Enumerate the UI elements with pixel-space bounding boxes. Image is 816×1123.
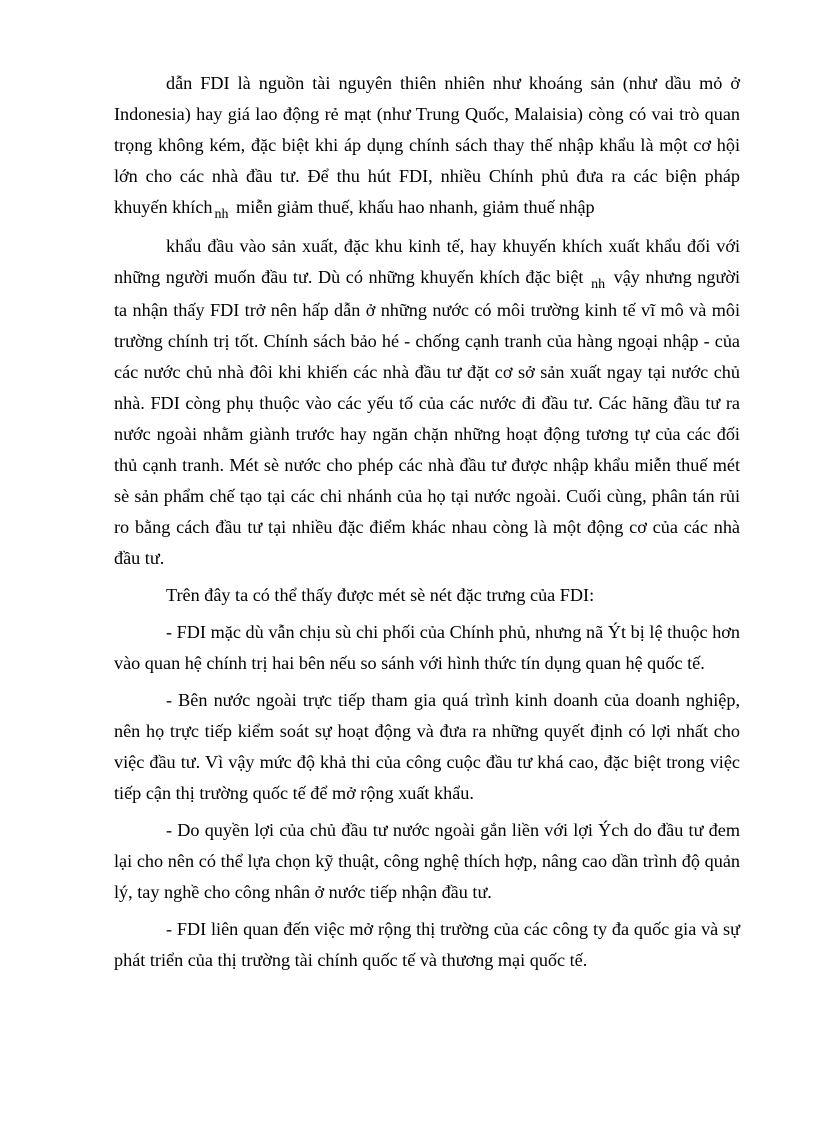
subscript-fragment: nh <box>591 277 606 292</box>
bullet-item-4 <box>114 914 740 976</box>
paragraph-text: khẩu đầu vào sản xuất, đặc khu kinh tế, hay khuyến khích xuất khẩu đối với những người muốn đầu tư. Dù có những khuyến khích đặc biệt <box>114 236 740 287</box>
bullet-text: - Do quyền lợi của chủ đầu tư nước ngoài gắn liền với lợi Ých do đầu tư đem lại cho nên có thể lựa chọn kỹ thuật, công nghệ thích hợp, nâng cao dần trình độ quản lý, tay nghề cho công nhân ở nước tiếp nhận đầu tư. <box>114 820 740 902</box>
subscript-fragment: nh <box>214 207 229 222</box>
paragraph-fdi-attraction <box>114 68 740 225</box>
paragraph-text: dẫn FDI là nguồn tài nguyên thiên nhiên như khoáng sản (như dầu mỏ ở Indonesia) hay giá lao động rẻ mạt (như Trung Quốc, Malaisia) còng có vai trò quan trọng không kém, đặc biệt khi áp dụng chính sách thay thế nhập khẩu là một cơ hội lớn cho các nhà đầu tư. Để thu hút FDI, nhiều Chính phủ đưa ra các biện pháp khuyến khích <box>114 73 740 217</box>
paragraph-text: Trên đây ta có thể thấy được mét sè nét đặc trưng của FDI: <box>166 585 595 605</box>
bullet-text: - FDI mặc dù vẫn chịu sù chi phối của Chính phủ, nhưng nã Ýt bị lệ thuộc hơn vào quan hệ chính trị hai bên nếu so sánh với hình thức tín dụng quan hệ quốc tế. <box>114 622 740 673</box>
paragraph-characteristics-intro <box>114 580 740 611</box>
paragraph-text: vậy nhưng người ta nhận thấy FDI trở nên hấp dẫn ở những nước có môi trường kinh tế vĩ mô và môi trường chính trị tốt. Chính sách bảo hé - chống cạnh tranh của hàng ngoại nhập - của các nước chủ nhà đôi khi khiến các nhà đầu tư đặt cơ sở sản xuất ngay tại nước chủ nhà. FDI còng phụ thuộc vào các yếu tố của các nước đi đầu tư. Các hãng đầu tư ra nước ngoài nhằm giành trước hay ngăn chặn những hoạt động tương tự của các đối thủ cạnh tranh. Mét sè nước cho phép các nhà đầu tư được nhập khẩu miễn thuế mét sè sản phẩm chế tạo tại các chi nhánh của họ tại nước ngoài. Cuối cùng, phân tán rủi ro bằng cách đầu tư tại nhiều đặc điểm khác nhau còng là một động cơ của các nhà đầu tư. <box>114 267 740 568</box>
bullet-item-2 <box>114 685 740 809</box>
bullet-text: - FDI liên quan đến việc mở rộng thị trường của các công ty đa quốc gia và sự phát triển của thị trường tài chính quốc tế và thương mại quốc tế. <box>114 919 740 970</box>
document-page <box>114 68 740 976</box>
bullet-item-1 <box>114 617 740 679</box>
paragraph-text: miễn giảm thuế, khấu hao nhanh, giảm thuế nhập <box>236 197 595 217</box>
paragraph-incentives <box>114 231 740 574</box>
bullet-text: - Bên nước ngoài trực tiếp tham gia quá trình kinh doanh của doanh nghiệp, nên họ trực tiếp kiểm soát sự hoạt động và đưa ra những quyết định có lợi nhất cho việc đầu tư. Vì vậy mức độ khả thi của công cuộc đầu tư khá cao, đặc biệt trong việc tiếp cận thị trường quốc tế để mở rộng xuất khẩu. <box>114 690 740 803</box>
bullet-item-3 <box>114 815 740 908</box>
